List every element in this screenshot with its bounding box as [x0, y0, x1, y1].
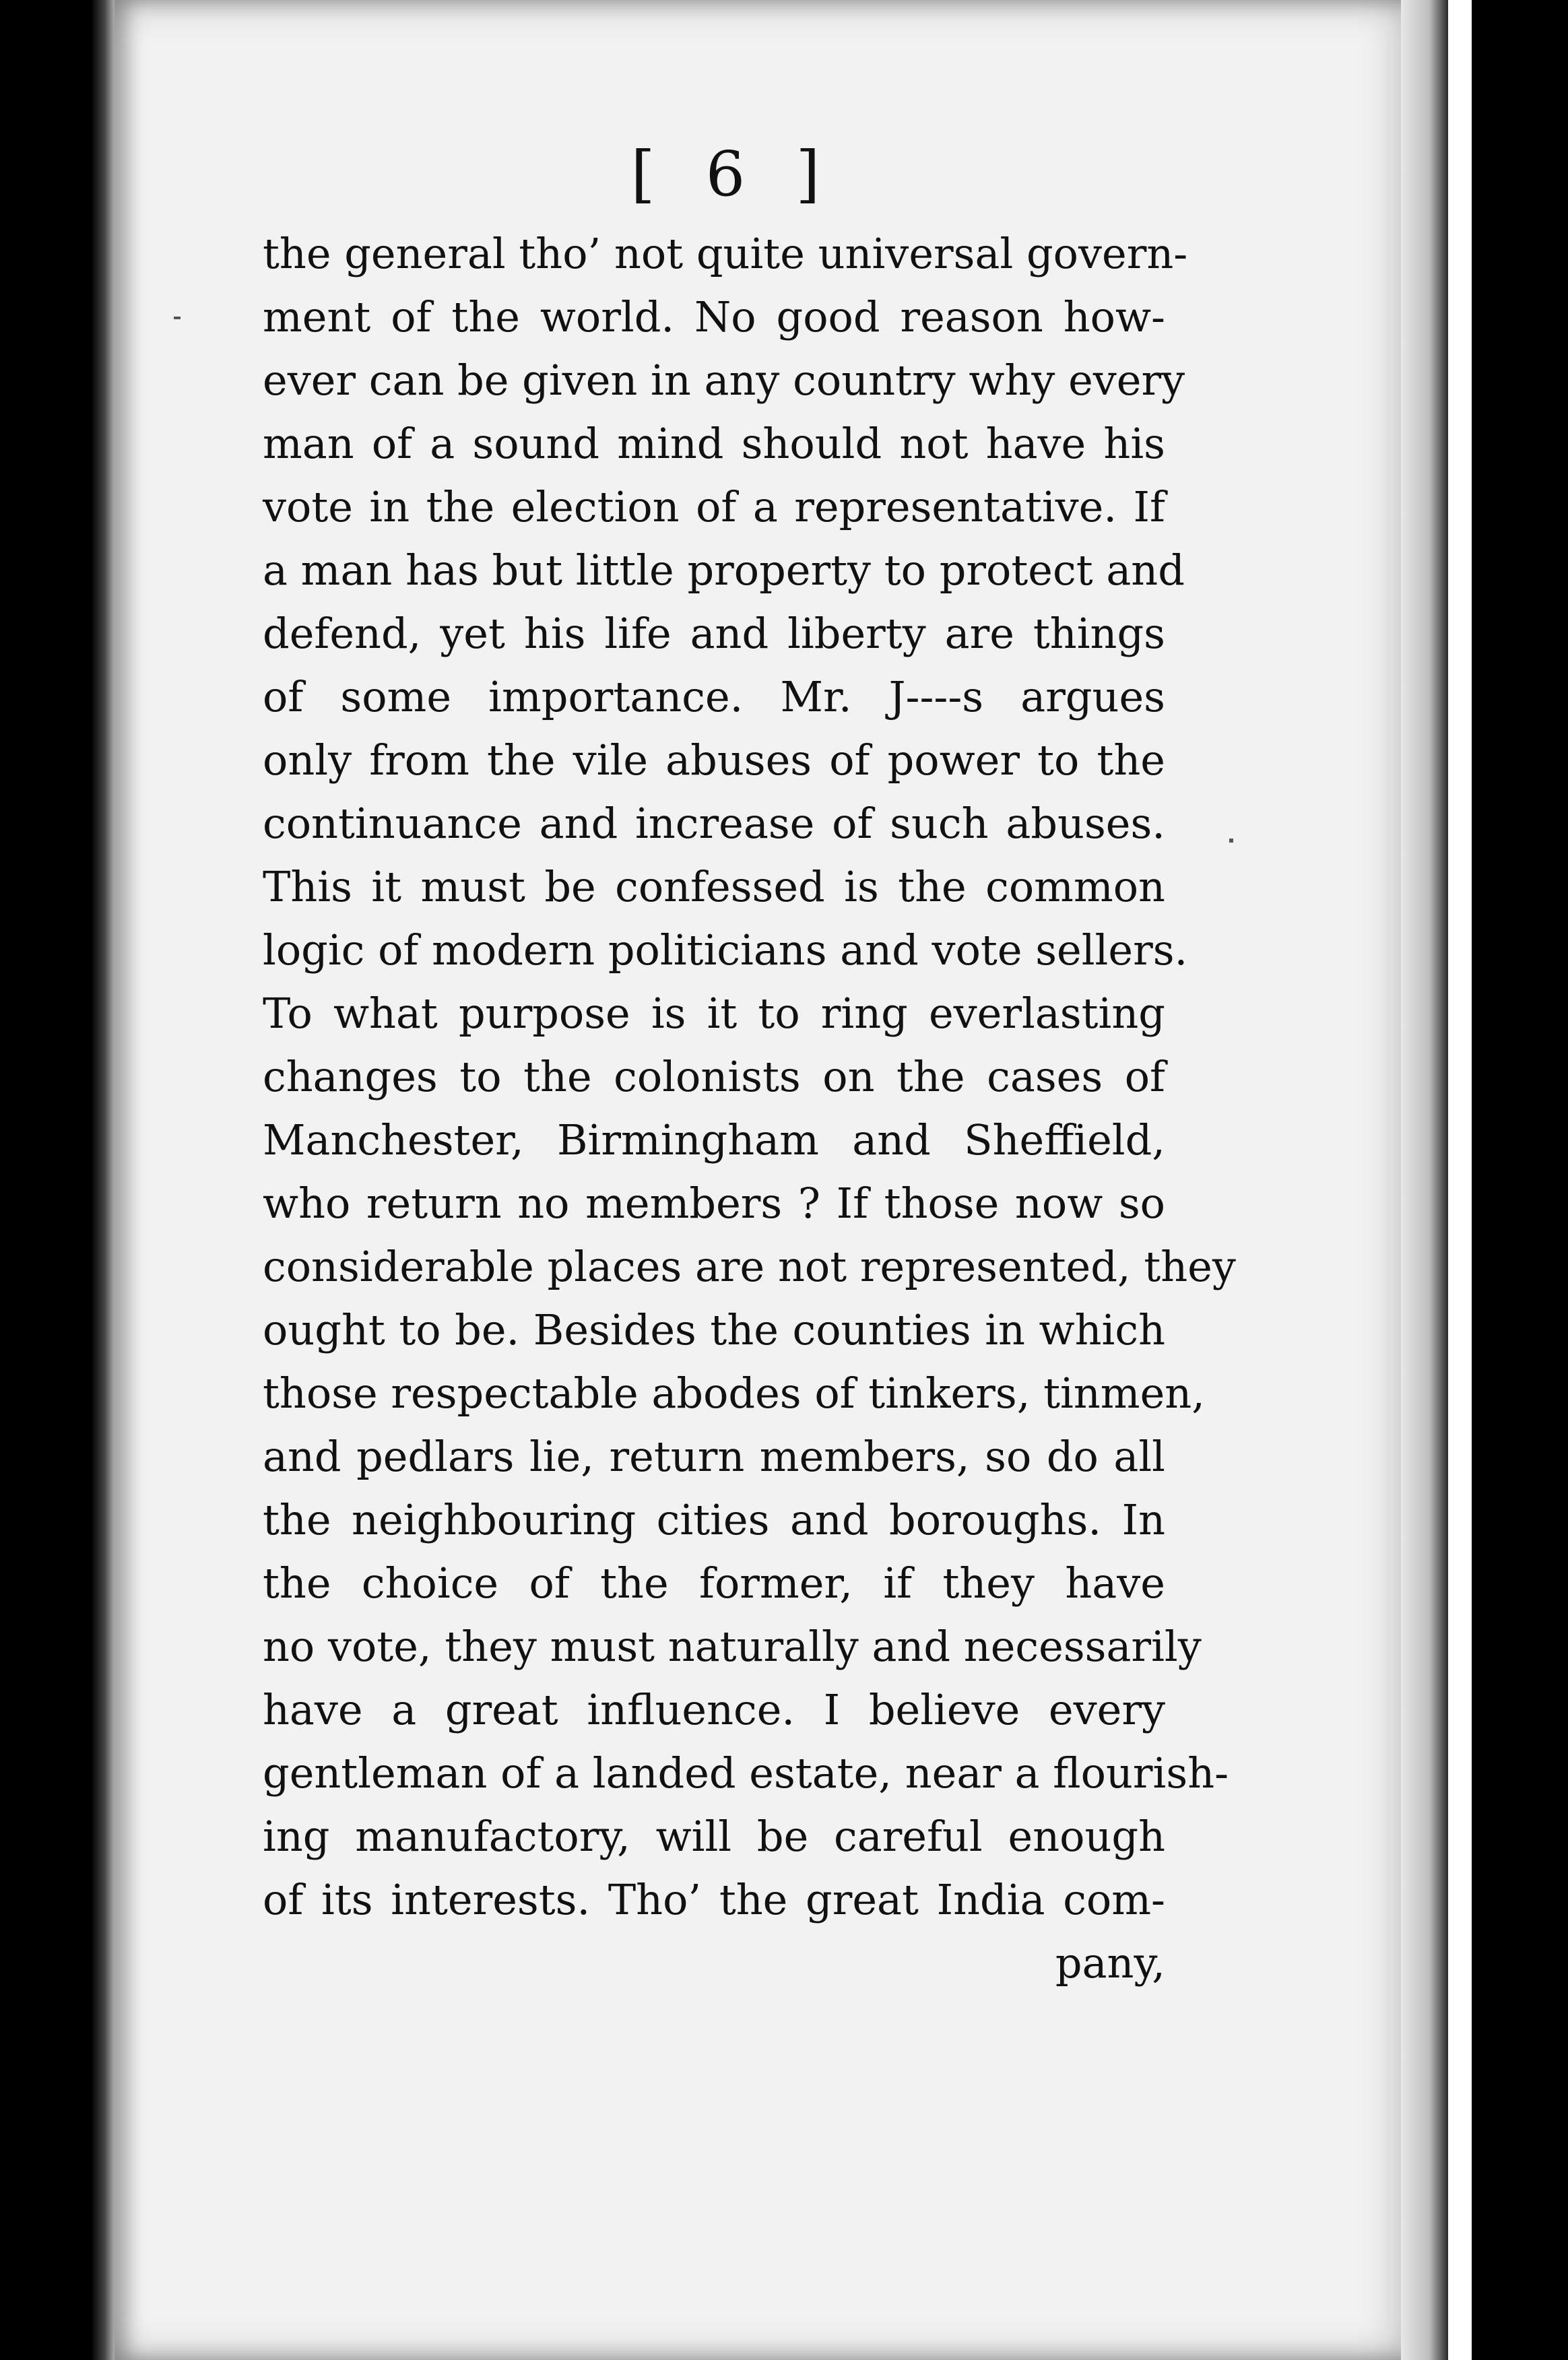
text-line: ing manufactory, will be careful enough — [263, 1812, 1165, 1861]
text-line: the choice of the former, if they have — [263, 1559, 1165, 1608]
text-line: considerable places are not represented, they — [263, 1242, 1236, 1291]
scan-background-right — [1472, 0, 1568, 2360]
text-line: only from the vile abuses of power to the — [263, 735, 1165, 785]
text-line: those respectable abodes of tinkers, tinmen, — [263, 1369, 1205, 1418]
text-line: ought to be. Besides the counties in which — [263, 1305, 1165, 1354]
ink-speck — [174, 317, 181, 319]
text-line: man of a sound mind should not have his — [263, 419, 1165, 468]
text-line: logic of modern politicians and vote sellers. — [263, 925, 1188, 975]
text-line: changes to the colonists on the cases of — [263, 1052, 1165, 1101]
text-line: a man has but little property to protect and — [263, 546, 1185, 595]
text-line: continuance and increase of such abuses. — [263, 799, 1165, 848]
body-text — [263, 222, 1236, 1995]
ink-speck — [1229, 839, 1233, 843]
text-line: To what purpose is it to ring everlasting — [263, 989, 1165, 1038]
text-line: and pedlars lie, return members, so do all — [263, 1432, 1165, 1481]
text-line: of some importance. Mr. J----s argues — [263, 672, 1165, 721]
page-gutter — [1401, 0, 1448, 2360]
catchword: pany, — [1055, 1938, 1165, 1988]
text-line: defend, yet his life and liberty are things — [263, 609, 1165, 658]
text-line: vote in the election of a representative. If — [263, 482, 1165, 531]
text-line: ment of the world. No good reason how- — [263, 292, 1165, 341]
text-line: of its interests. Tho’ the great India com- — [263, 1875, 1165, 1924]
text-line: This it must be confessed is the common — [263, 862, 1165, 911]
text-line: no vote, they must naturally and necessarily — [263, 1622, 1202, 1671]
text-line: who return no members ? If those now so — [263, 1179, 1165, 1228]
adjacent-page-edge — [1448, 0, 1472, 2360]
text-line: gentleman of a landed estate, near a flourish- — [263, 1748, 1229, 1798]
text-line: the neighbouring cities and boroughs. In — [263, 1495, 1165, 1544]
text-line: ever can be given in any country why every — [263, 356, 1185, 405]
text-line: the general tho’ not quite universal govern- — [263, 229, 1188, 278]
page-number: [ 6 ] — [630, 138, 824, 210]
page-left-shadow — [91, 0, 118, 2360]
text-line: Manchester, Birmingham and Sheffield, — [263, 1115, 1165, 1165]
text-line: have a great influence. I believe every — [263, 1685, 1165, 1734]
